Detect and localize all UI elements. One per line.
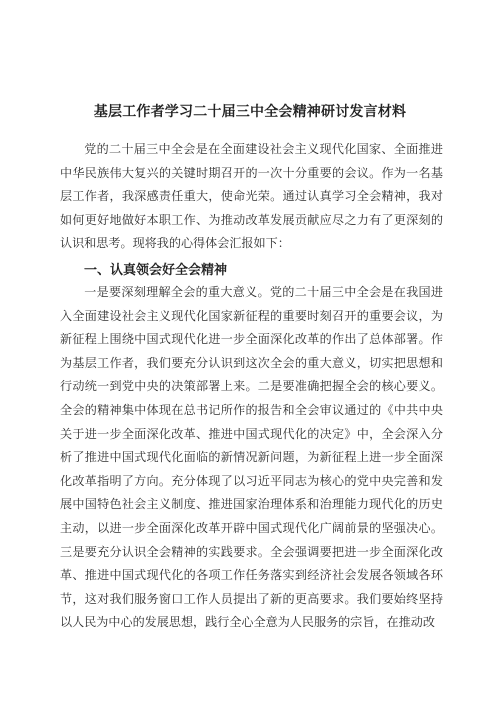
- section-1-paragraph: 一是要深刻理解全会的重大意义。党的二十届三中全会是在我国进入全面建设社会主义现代化国家新征程的重要时刻召开的重要会议，为新征程上围绕中国式现代化进一步全面深化改革的作出了总体部署。作为基层工作者，我们要充分认识到这次全会的重大意义，切实把思想和行动统一到党中央的决策部署上来。二是要准确把握全会的核心要义。全会的精神集中体现在总书记所作的报告和全会审议通过的《中共中央关于进一步全面深化改革、推进中国式现代化的决定》中，全会深入分析了推进中国式现代化面临的新情况新问题，为新征程上进一步全面深化改革指明了方向。充分体现了以习近平同志为核心的党中央完善和发展中国特色社会主义制度、推进国家治理体系和治理能力现代化的历史主动，以进一步全面深化改革开辟中国式现代化广阔前景的坚强决心。三是要充分认识全会精神的实践要求。全会强调要把进一步全面深化改革、推进中国式现代化的各项工作任务落实到经济社会发展各领域各环节，这对我们服务窗口工作人员提出了新的更高要求。我们要始终坚持以人民为中心的发展思想，践行全心全意为人民服务的宗旨，在推动改: [60, 285, 443, 630]
- section-heading-1: 一、认真领会好全会精神: [84, 263, 228, 278]
- intro-paragraph: 党的二十届三中全会是在全面建设社会主义现代化国家、全面推进中华民族伟大复兴的关键时期召开的一次十分重要的会议。作为一名基层工作者，我深感责任重大，使命光荣。通过认真学习全会精神，我对如何更好地做好本职工作、为推动改革发展贡献应尽之力有了更深刻的认识和思考。现将我的心得体会汇报如下：: [60, 142, 443, 251]
- document-title: 基层工作者学习二十届三中全会精神研讨发言材料: [93, 104, 407, 121]
